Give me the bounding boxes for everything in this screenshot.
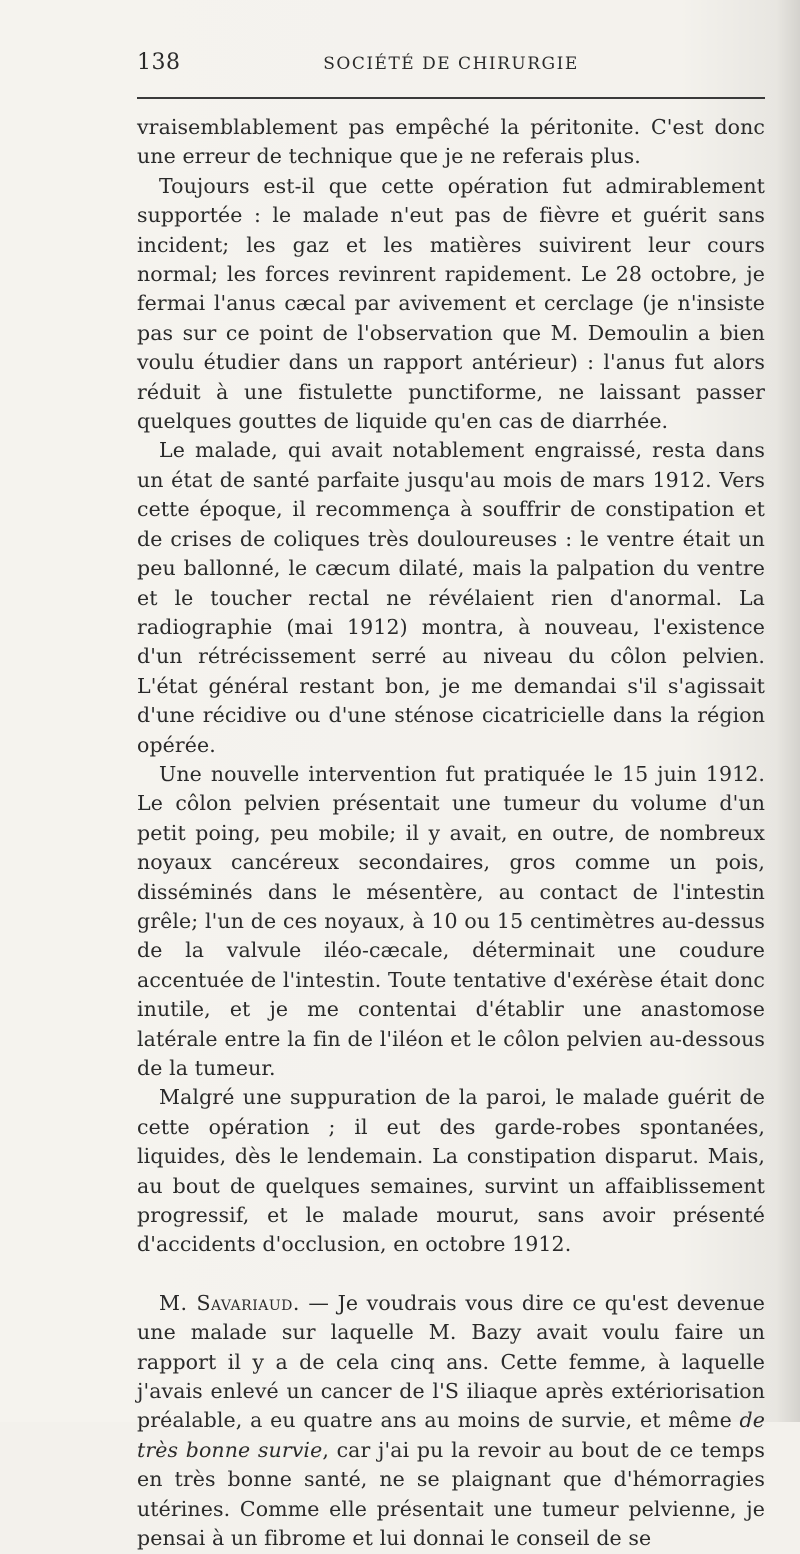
speaker-name: M. Savariaud. — [159, 1290, 300, 1315]
speech-text: Je voudrais vous dire ce qu'est devenue une malade sur laquelle M. Bazy avait voulu faire un rapport il y a de cela cinq ans. Cette femme, à laquelle j'avais enlevé un cancer de l'S iliaque après extériorisation préalable, a eu quatre ans au moins de survie, et même — [137, 1290, 765, 1433]
speech-dash: — — [299, 1290, 338, 1315]
paragraph-continuation: vraisemblablement pas empêché la péritonite. C'est donc une erreur de technique que je ne referais plus. — [137, 115, 765, 169]
page-number: 138 — [137, 50, 181, 75]
speech-text-end: , car j'ai pu la revoir au bout de ce temps en très bonne santé, ne se plaignant que d'hémorragies utérines. Comme elle présentait une tumeur pelvienne, je pensai à un fibrome et lui donnai le conseil de se — [137, 1437, 765, 1551]
speech-italic: de très bonne survie — [137, 1408, 765, 1462]
paragraph: Une nouvelle intervention fut pratiquée le 15 juin 1912. Le côlon pelvien présentait une tumeur du volume d'un petit poing, peu mobile; il y avait, en outre, de nombreux noyaux cancéreux secondaires, gros comme un pois, disséminés dans le mésentère, au contact de l'intestin grêle; l'un de ces noyaux, à 10 ou 15 centimètres au-dessus de la valvule iléo-cæcale, déterminait une coudure accentuée de l'intestin. Toute tentative d'exérèse était donc inutile, et je me contentai d'établir une anastomose latérale entre la fin de l'iléon et le côlon pelvien au-dessous de la tumeur. — [137, 761, 765, 1080]
header-rule — [137, 97, 765, 99]
paragraph: Toujours est-il que cette opération fut admirablement supportée : le malade n'eut pas de fièvre et guérit sans incident; les gaz et les matières suivirent leur cours normal; les forces revinrent rapidement. Le 28 octobre, je fermai l'anus cæcal par avivement et cerclage (je n'insiste pas sur ce point de l'observation que M. Demoulin a bien voulu étudier dans un rapport antérieur) : l'anus fut alors réduit à une fistulette punctiforme, ne laissant passer quelques gouttes de liquide qu'en cas de diarrhée. — [137, 173, 765, 434]
body-text — [137, 113, 765, 1554]
speech-paragraph — [137, 1289, 765, 1554]
paragraph: Malgré une suppuration de la paroi, le malade guérit de cette opération ; il eut des garde-robes spontanées, liquides, dès le lendemain. La constipation disparut. Mais, au bout de quelques semaines, survint un affaiblissement progressif, et le malade mourut, sans avoir présenté d'accidents d'occlusion, en octobre 1912. — [137, 1085, 765, 1257]
paragraph: Le malade, qui avait notablement engraissé, resta dans un état de santé parfaite jusqu'au mois de mars 1912. Vers cette époque, il recommença à souffrir de constipation et de crises de coliques très douloureuses : le ventre était un peu ballonné, le cæcum dilaté, mais la palpation du ventre et le toucher rectal ne révélaient rien d'anormal. La radiographie (mai 1912) montra, à nouveau, l'existence d'un rétrécissement serré au niveau du côlon pelvien. L'état général restant bon, je me demandai s'il s'agissait d'une récidive ou d'une sténose cicatricielle dans la région opérée. — [137, 438, 765, 757]
running-head: SOCIÉTÉ DE CHIRURGIE — [323, 54, 579, 74]
page-header — [137, 50, 765, 80]
